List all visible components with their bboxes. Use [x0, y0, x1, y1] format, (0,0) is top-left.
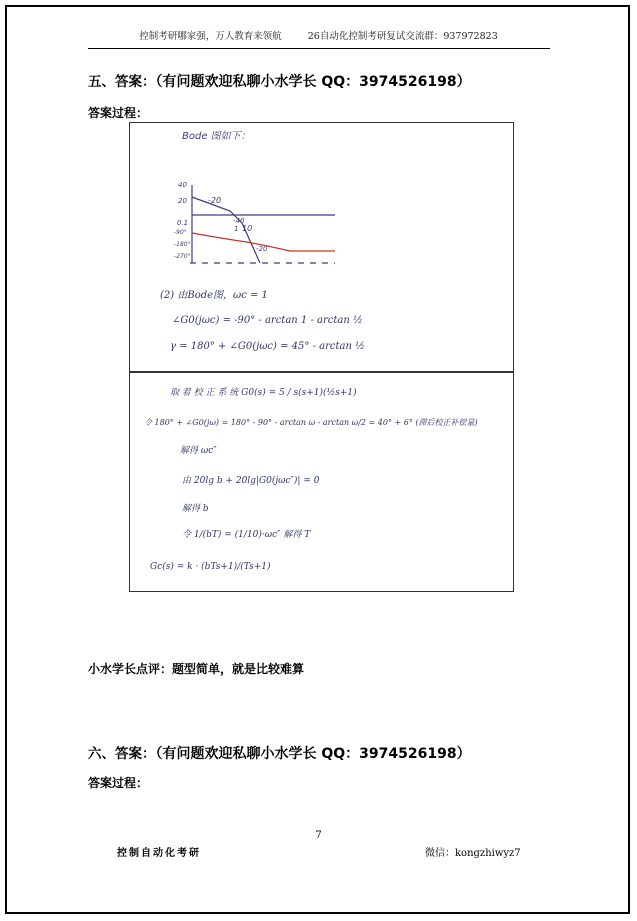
question-6-heading	[88, 742, 471, 763]
question-5-contact: （有问题欢迎私聊小水学长 QQ：3974526198）	[155, 74, 471, 90]
footer-left-text: 控制自动化考研	[117, 848, 201, 859]
sketch-ytick-m90: -90°	[174, 229, 187, 236]
question-6-process-label: 答案过程：	[88, 776, 149, 790]
solution-image-bottom	[129, 372, 514, 592]
sketch-ytick-m270: -270°	[174, 253, 191, 260]
header-divider	[88, 48, 550, 49]
sketch-line-5: 令 180° + ∠G0(jω) = 180° - 90° - arctan ω - arctan ω/2 = 40° + 6° (滞后校正补偿量)	[144, 418, 478, 427]
sketch-ytick-20: 20	[178, 197, 187, 205]
sketch-title: Bode 图如下：	[182, 131, 251, 142]
question-5-heading	[88, 70, 471, 91]
solution-image-top	[129, 122, 514, 372]
sketch-slope-40: -40	[233, 217, 245, 225]
page-number: 7	[315, 830, 322, 841]
sketch-line-1: (2) 由Bode图，ωc = 1	[160, 290, 268, 301]
bode-sketch	[130, 123, 515, 373]
page-header	[0, 28, 637, 42]
sketch-x-1: 1	[234, 225, 239, 233]
sketch-slope-20b: -20	[256, 245, 268, 253]
sketch-ytick-01: 0.1	[177, 219, 189, 227]
sketch-ytick-m180: -180°	[174, 241, 191, 248]
sketch-line-3: γ = 180° + ∠G0(jωc) = 45° - arctan ½	[170, 341, 365, 352]
sketch-line-7: 由 20lg b + 20lg|G0(jωc″)| = 0	[182, 476, 320, 486]
sketch-line-9: 令 1/(bT) = (1/10)·ωc″ 解得 T	[182, 530, 311, 540]
sketch-slope-20: -20	[208, 196, 222, 205]
sketch-line-4: 取 着 校 正 系 统 G0(s) = 5 / s(s+1)(½s+1)	[170, 388, 357, 398]
sketch-x-10: 10	[242, 224, 253, 233]
sketch-line-10: Gc(s) = k · (bTs+1)/(Ts+1)	[150, 562, 271, 572]
solution-handwriting	[130, 373, 515, 593]
header-left-text: 控制考研哪家强，万人教育来领航	[139, 31, 282, 42]
question-6-label: 六、答案：	[88, 746, 156, 762]
sketch-line-6: 解得 ωc″	[180, 446, 217, 456]
header-right-text: 26自动化控制考研复试交流群：937972823	[307, 31, 498, 42]
teacher-comment: 小水学长点评：题型简单，就是比较难算	[88, 662, 305, 676]
question-5-process-label: 答案过程：	[88, 106, 149, 120]
footer-right-text: 微信：kongzhiwyz7	[425, 848, 521, 859]
sketch-line-2: ∠G0(jωc) = -90° - arctan 1 - arctan ½	[172, 315, 363, 326]
sketch-ytick-40: 40	[178, 181, 187, 189]
question-5-label: 五、答案：	[88, 74, 156, 90]
question-6-contact: （有问题欢迎私聊小水学长 QQ：3974526198）	[155, 746, 471, 762]
sketch-line-8: 解得 b	[182, 504, 209, 514]
